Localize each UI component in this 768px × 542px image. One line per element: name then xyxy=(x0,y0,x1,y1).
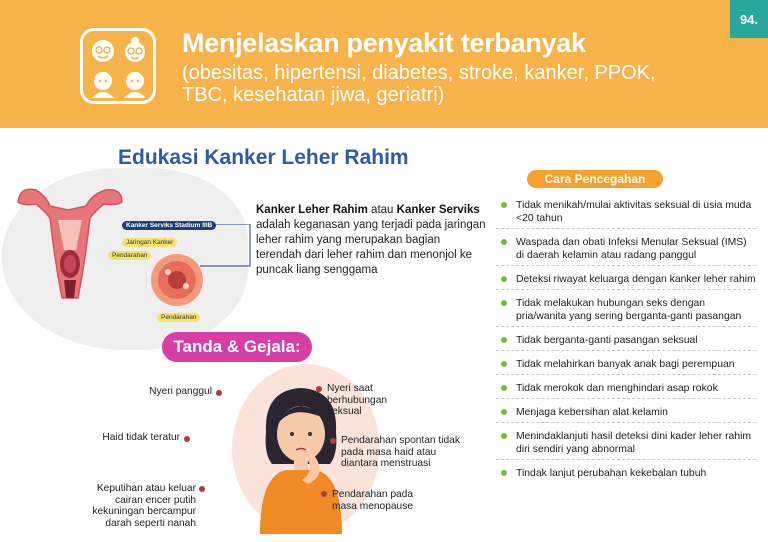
label-cancer-tissue: Jaringan Kanker xyxy=(122,238,177,247)
list-item: Menindaklanjuti hasil deteksi dini kader leher rahim diri sendiri yang abnormal xyxy=(496,428,756,460)
page-number: 94. xyxy=(730,0,768,38)
elderly-family-icon xyxy=(80,28,156,104)
symptom-right-2: Pendarahan spontan tidak pada masa haid atau diantara menstruasi xyxy=(341,435,460,469)
list-item: Tidak menikah/mulai aktivitas seksual di usia muda <20 tahun xyxy=(496,197,756,229)
bullet-icon xyxy=(501,337,507,343)
person-face-icon xyxy=(88,68,118,98)
bullet-icon xyxy=(501,202,507,208)
page-title: Menjelaskan penyakit terbanyak xyxy=(182,28,586,58)
term-cervical-cancer: Kanker Leher Rahim xyxy=(256,204,368,216)
cervix-closeup-illustration xyxy=(148,252,206,308)
list-item: Menjaga kebersihan alat kelamin xyxy=(496,404,756,423)
bullet-icon xyxy=(199,486,205,492)
list-item: Tindak lanjut perubahan kekebalan tubuh xyxy=(496,465,756,483)
bullet-icon xyxy=(184,436,190,442)
symptom-right-1: Nyeri saat berhubungan seksual xyxy=(327,383,388,417)
bullet-icon xyxy=(501,470,507,476)
header-banner xyxy=(0,0,768,128)
label-stage: Kanker Serviks Stadium IIIB xyxy=(122,221,216,230)
grandma-face-icon xyxy=(120,36,150,66)
bullet-icon xyxy=(501,361,507,367)
grandpa-face-icon xyxy=(88,36,118,66)
list-item: Tidak melakukan hubungan seks dengan pria/wanita yang sering berganta-ganti pasangan xyxy=(496,295,756,327)
person-face-icon xyxy=(120,68,150,98)
symptoms-title-badge: Tanda & Gejala: xyxy=(162,332,312,362)
bullet-icon xyxy=(501,276,507,282)
list-item: Tidak melahirkan banyak anak bagi perempuan xyxy=(496,356,756,375)
bullet-icon xyxy=(501,385,507,391)
prevention-list xyxy=(496,197,756,488)
bullet-icon xyxy=(501,409,507,415)
bullet-icon xyxy=(321,491,327,497)
bullet-icon xyxy=(501,300,507,306)
term-cervical-cancer-alt: Kanker Serviks xyxy=(396,204,480,216)
uterus-illustration xyxy=(10,180,130,304)
bullet-icon xyxy=(316,386,322,392)
page-subtitle: (obesitas, hipertensi, diabetes, stroke, kanker, PPOK, TBC, kesehatan jiwa, geriatri) xyxy=(182,62,656,106)
symptom-left-2: Haid tidak teratur xyxy=(102,432,180,443)
bullet-icon xyxy=(216,390,222,396)
label-bleeding: Pendarahan xyxy=(108,251,151,260)
symptom-left-3: Keputihan atau keluar cairan encer putih kekuningan bercampur darah seperti nanah xyxy=(92,483,196,529)
list-item: Deteksi riwayat keluarga dengan kanker leher rahim xyxy=(496,271,756,290)
symptom-left-1: Nyeri panggul xyxy=(149,386,212,397)
bullet-icon xyxy=(330,438,336,444)
description-text: Kanker Leher Rahim atau Kanker Serviks adalah keganasan yang terjadi pada jaringan leher rahim yang merupakan bagian terendah dari leher rahim dan menonjol ke puncak liang senggama xyxy=(256,204,486,276)
label-bleeding: Pendarahan xyxy=(157,313,200,322)
symptom-right-3: Pendarahan pada masa menopause xyxy=(332,489,414,512)
section-title: Edukasi Kanker Leher Rahim xyxy=(118,146,409,169)
prevention-title-badge: Cara Pencegahan xyxy=(527,170,663,188)
bullet-icon xyxy=(501,239,507,245)
list-item: Waspada dan obati Infeksi Menular Seksual (IMS) di daerah kelamin atau radang panggul xyxy=(496,234,756,266)
list-item: Tidak berganta-ganti pasangan seksual xyxy=(496,332,756,351)
connector-line xyxy=(200,224,256,270)
list-item: Tidak merokok dan menghindari asap rokok xyxy=(496,380,756,399)
bullet-icon xyxy=(501,433,507,439)
